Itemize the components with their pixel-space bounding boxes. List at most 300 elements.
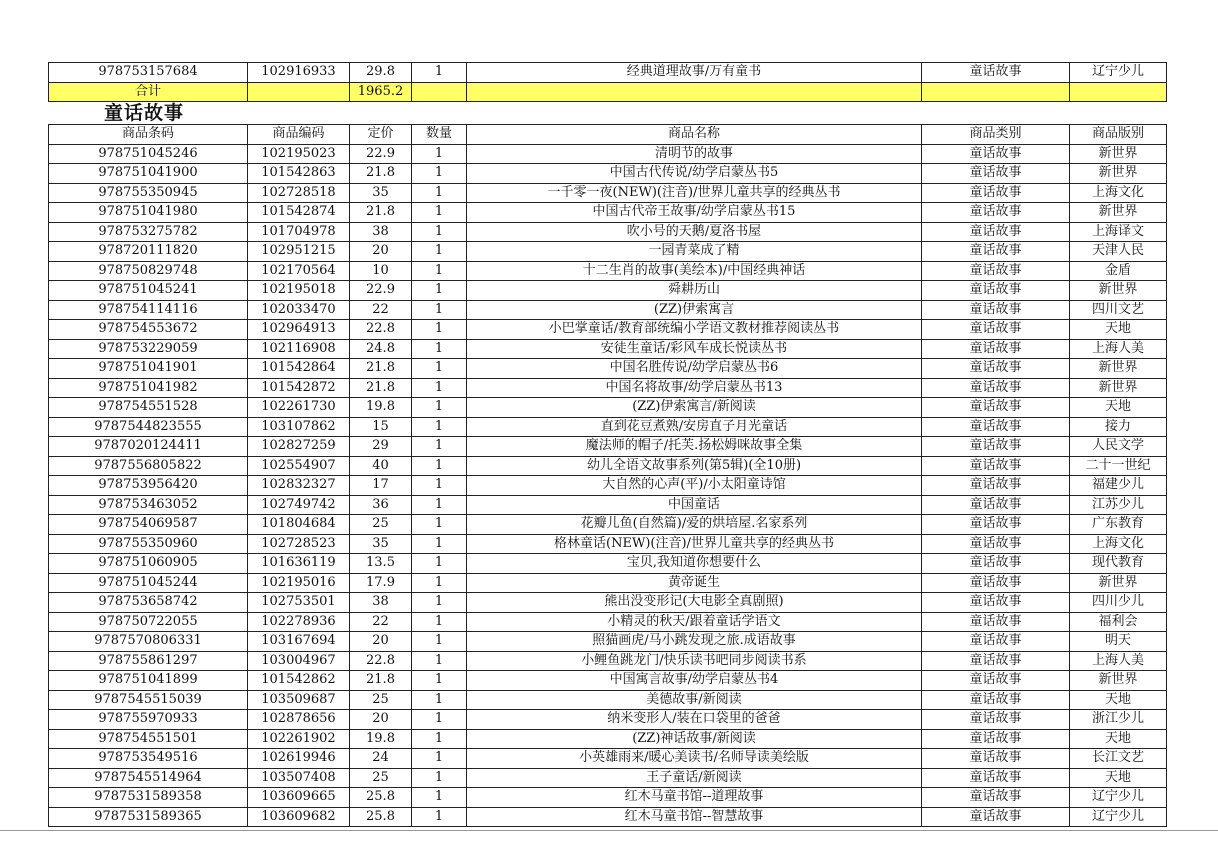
- table-row: [49, 768, 1167, 788]
- cell-qty: 1: [412, 359, 467, 379]
- cell-name: 清明节的故事: [467, 144, 922, 164]
- cell-qty: 1: [412, 632, 467, 652]
- table-row: [49, 203, 1167, 223]
- table-row: [49, 476, 1167, 496]
- cell-category: 童话故事: [922, 651, 1070, 671]
- cell-category: 童话故事: [922, 671, 1070, 691]
- cell-name: 小精灵的秋天/跟着童话学语文: [467, 612, 922, 632]
- cell-qty: 1: [412, 593, 467, 613]
- table-row: [49, 749, 1167, 769]
- cell-price: 24: [350, 749, 412, 769]
- cell-qty: 1: [412, 300, 467, 320]
- cell-edition: 上海文化: [1070, 183, 1167, 203]
- cell-name: 小巴掌童话/教育部统编小学语文教材推荐阅读丛书: [467, 320, 922, 340]
- cell-barcode: 978753157684: [49, 63, 248, 83]
- cell-barcode: 978753275782: [49, 222, 248, 242]
- table-row: [49, 729, 1167, 749]
- cell-edition: 天地: [1070, 690, 1167, 710]
- cell-qty: 1: [412, 320, 467, 340]
- table-row: [49, 788, 1167, 808]
- table-row: [49, 515, 1167, 535]
- cell-code: 101542863: [248, 164, 350, 184]
- cell-qty: 1: [412, 495, 467, 515]
- cell-code: 103609665: [248, 788, 350, 808]
- table-row: [49, 671, 1167, 691]
- cell-edition: 上海文化: [1070, 534, 1167, 554]
- cell-barcode: 978754551528: [49, 398, 248, 418]
- total-label: 合计: [49, 82, 248, 102]
- cell-edition: 新世界: [1070, 359, 1167, 379]
- cell-barcode: 9787531589365: [49, 807, 248, 827]
- table-row: [49, 417, 1167, 437]
- cell-price: 22.8: [350, 320, 412, 340]
- cell-name: 中国寓言故事/幼学启蒙丛书4: [467, 671, 922, 691]
- cell-category: 童话故事: [922, 612, 1070, 632]
- cell-category: 童话故事: [922, 242, 1070, 262]
- cell-name: 中国童话: [467, 495, 922, 515]
- cell-category: 童话故事: [922, 144, 1070, 164]
- cell-code: 102116908: [248, 339, 350, 359]
- cell-code: 103509687: [248, 690, 350, 710]
- cell-code: 102195018: [248, 281, 350, 301]
- table-row: [49, 63, 1167, 83]
- table-row: [49, 164, 1167, 184]
- cell-barcode: 978754553672: [49, 320, 248, 340]
- cell-qty: 1: [412, 690, 467, 710]
- table-row: [49, 261, 1167, 281]
- cell-barcode: 9787020124411: [49, 437, 248, 457]
- table-row: [49, 398, 1167, 418]
- cell-barcode: 978751045241: [49, 281, 248, 301]
- cell-price: 24.8: [350, 339, 412, 359]
- cell-edition: 新世界: [1070, 671, 1167, 691]
- cell-code: 103004967: [248, 651, 350, 671]
- cell-name: 熊出没变形记(大电影全真剧照): [467, 593, 922, 613]
- cell-category: 童话故事: [922, 768, 1070, 788]
- cell-edition: 新世界: [1070, 378, 1167, 398]
- cell-barcode: 978753463052: [49, 495, 248, 515]
- cell-name: 宝贝,我知道你想要什么: [467, 554, 922, 574]
- cell-edition: 天地: [1070, 320, 1167, 340]
- cell-barcode: 978755350960: [49, 534, 248, 554]
- cell-price: 22.8: [350, 651, 412, 671]
- cell-barcode: 978751060905: [49, 554, 248, 574]
- cell-name: 大自然的心声(平)/小太阳童诗馆: [467, 476, 922, 496]
- cell-edition: 天地: [1070, 768, 1167, 788]
- cell-barcode: 978751041980: [49, 203, 248, 223]
- cell-name: 中国名胜传说/幼学启蒙丛书6: [467, 359, 922, 379]
- cell-code: 102261730: [248, 398, 350, 418]
- cell-name: 红木马童书馆--智慧故事: [467, 807, 922, 827]
- cell-code: 102278936: [248, 612, 350, 632]
- cell-barcode: 978751041899: [49, 671, 248, 691]
- header-category: 商品类别: [922, 125, 1070, 145]
- table-row: [49, 651, 1167, 671]
- table-row: [49, 690, 1167, 710]
- cell-category: 童话故事: [922, 261, 1070, 281]
- table-row: [49, 339, 1167, 359]
- cell-barcode: 9787531589358: [49, 788, 248, 808]
- cell-category: 童话故事: [922, 749, 1070, 769]
- cell-qty: 1: [412, 807, 467, 827]
- cell-code: 101542874: [248, 203, 350, 223]
- cell-qty: 1: [412, 222, 467, 242]
- cell-price: 29: [350, 437, 412, 457]
- cell-barcode: 978751041900: [49, 164, 248, 184]
- header-code: 商品编码: [248, 125, 350, 145]
- cell-name: 经典道理故事/万有童书: [467, 63, 922, 83]
- cell-price: 22.9: [350, 144, 412, 164]
- cell-name: (ZZ)神话故事/新阅读: [467, 729, 922, 749]
- cell-edition: 天地: [1070, 729, 1167, 749]
- table-row: [49, 242, 1167, 262]
- total-row: [49, 82, 1167, 102]
- cell-edition: 辽宁少儿: [1070, 807, 1167, 827]
- cell-code: 102728523: [248, 534, 350, 554]
- table-row: [49, 807, 1167, 827]
- document-page: [48, 62, 1166, 827]
- cell-barcode: 978754551501: [49, 729, 248, 749]
- table-row: [49, 222, 1167, 242]
- cell-category: 童话故事: [922, 515, 1070, 535]
- cell-edition: 现代教育: [1070, 554, 1167, 574]
- cell-price: 13.5: [350, 554, 412, 574]
- cell-qty: 1: [412, 573, 467, 593]
- cell-category: 童话故事: [922, 690, 1070, 710]
- cell-edition: 上海人美: [1070, 651, 1167, 671]
- table-row: [49, 183, 1167, 203]
- cell-edition: 人民文学: [1070, 437, 1167, 457]
- cell-name: (ZZ)伊索寓言: [467, 300, 922, 320]
- cell-qty: 1: [412, 788, 467, 808]
- cell-category: 童话故事: [922, 534, 1070, 554]
- cell-code: 102170564: [248, 261, 350, 281]
- table-row: [49, 593, 1167, 613]
- cell-price: 22.9: [350, 281, 412, 301]
- cell-code: 102195023: [248, 144, 350, 164]
- cell-price: 22: [350, 612, 412, 632]
- cell-edition: 接力: [1070, 417, 1167, 437]
- cell-category: 童话故事: [922, 222, 1070, 242]
- cell-code: 102195016: [248, 573, 350, 593]
- cell-qty: 1: [412, 515, 467, 535]
- header-qty: 数量: [412, 125, 467, 145]
- cell-category: 童话故事: [922, 417, 1070, 437]
- cell-price: 20: [350, 242, 412, 262]
- cell-barcode: 9787556805822: [49, 456, 248, 476]
- cell-code: 101704978: [248, 222, 350, 242]
- cell-category: 童话故事: [922, 63, 1070, 83]
- cell-barcode: 978750829748: [49, 261, 248, 281]
- cell-price: 17.9: [350, 573, 412, 593]
- table-row: [49, 144, 1167, 164]
- cell-price: 19.8: [350, 398, 412, 418]
- cell-name: 美德故事/新阅读: [467, 690, 922, 710]
- cell-edition: 天津人民: [1070, 242, 1167, 262]
- cell-price: 25: [350, 515, 412, 535]
- cell-edition: 新世界: [1070, 281, 1167, 301]
- cell-edition: 金盾: [1070, 261, 1167, 281]
- cell-edition: 上海人美: [1070, 339, 1167, 359]
- cell-category: 童话故事: [922, 456, 1070, 476]
- cell-category: 童话故事: [922, 339, 1070, 359]
- cell-name: 格林童话(NEW)(注音)/世界儿童共享的经典丛书: [467, 534, 922, 554]
- header-barcode: 商品条码: [49, 125, 248, 145]
- cell-price: 19.8: [350, 729, 412, 749]
- cell-price: 22: [350, 300, 412, 320]
- cell-barcode: 978750722055: [49, 612, 248, 632]
- cell-category: 童话故事: [922, 573, 1070, 593]
- cell-price: 15: [350, 417, 412, 437]
- cell-barcode: 9787544823555: [49, 417, 248, 437]
- table-row: [49, 632, 1167, 652]
- cell-category: 童话故事: [922, 359, 1070, 379]
- cell-price: 21.8: [350, 671, 412, 691]
- header-row: [49, 125, 1167, 145]
- cell-edition: 辽宁少儿: [1070, 788, 1167, 808]
- table-row: [49, 378, 1167, 398]
- cell-price: 21.8: [350, 378, 412, 398]
- cell-barcode: 978753956420: [49, 476, 248, 496]
- cell-qty: 1: [412, 710, 467, 730]
- cell-edition: 长江文艺: [1070, 749, 1167, 769]
- cell-category: 童话故事: [922, 632, 1070, 652]
- cell-category: 童话故事: [922, 437, 1070, 457]
- cell-barcode: 978753229059: [49, 339, 248, 359]
- cell-qty: 1: [412, 534, 467, 554]
- cell-name: 红木马童书馆--道理故事: [467, 788, 922, 808]
- table-row: [49, 359, 1167, 379]
- cell-qty: 1: [412, 671, 467, 691]
- cell-qty: 1: [412, 417, 467, 437]
- cell-name: 吹小号的天鹅/夏洛书屋: [467, 222, 922, 242]
- cell-price: 17: [350, 476, 412, 496]
- cell-code: 102033470: [248, 300, 350, 320]
- cell-name: 一千零一夜(NEW)(注音)/世界儿童共享的经典丛书: [467, 183, 922, 203]
- cell-qty: 1: [412, 203, 467, 223]
- cell-category: 童话故事: [922, 476, 1070, 496]
- cell-price: 25: [350, 768, 412, 788]
- cell-code: 102832327: [248, 476, 350, 496]
- table-row: [49, 320, 1167, 340]
- cell-barcode: 978751041982: [49, 378, 248, 398]
- cell-qty: 1: [412, 554, 467, 574]
- cell-edition: 上海译文: [1070, 222, 1167, 242]
- cell-code: 103609682: [248, 807, 350, 827]
- table-row: [49, 573, 1167, 593]
- cell-barcode: 978753549516: [49, 749, 248, 769]
- cell-category: 童话故事: [922, 320, 1070, 340]
- cell-name: 小鲤鱼跳龙门/快乐读书吧同步阅读书系: [467, 651, 922, 671]
- cell-category: 童话故事: [922, 788, 1070, 808]
- cell-name: 小英雄雨来/暖心美读书/名师导读美绘版: [467, 749, 922, 769]
- cell-code: 101542872: [248, 378, 350, 398]
- cell-price: 25: [350, 690, 412, 710]
- cell-name: 直到花豆煮熟/安房直子月光童话: [467, 417, 922, 437]
- cell-qty: 1: [412, 339, 467, 359]
- cell-qty: 1: [412, 612, 467, 632]
- cell-barcode: 978754114116: [49, 300, 248, 320]
- cell-barcode: 978720111820: [49, 242, 248, 262]
- cell-name: 中国古代帝王故事/幼学启蒙丛书15: [467, 203, 922, 223]
- table-row: [49, 710, 1167, 730]
- cell-category: 童话故事: [922, 281, 1070, 301]
- cell-code: 103167694: [248, 632, 350, 652]
- header-price: 定价: [350, 125, 412, 145]
- cell-code: 102554907: [248, 456, 350, 476]
- table-row: [49, 495, 1167, 515]
- cell-name: 安徒生童话/彩风车成长悦读丛书: [467, 339, 922, 359]
- table-row: [49, 437, 1167, 457]
- cell-price: 21.8: [350, 359, 412, 379]
- cell-name: 纳米变形人/装在口袋里的爸爸: [467, 710, 922, 730]
- book-table: [48, 124, 1167, 827]
- cell-price: 38: [350, 593, 412, 613]
- cell-price: 20: [350, 632, 412, 652]
- cell-code: 102878656: [248, 710, 350, 730]
- cell-name: 中国古代传说/幼学启蒙丛书5: [467, 164, 922, 184]
- cell-name: 一园青菜成了精: [467, 242, 922, 262]
- bottom-rule: [0, 830, 1218, 831]
- cell-barcode: 978755970933: [49, 710, 248, 730]
- cell-edition: 新世界: [1070, 203, 1167, 223]
- cell-edition: 辽宁少儿: [1070, 63, 1167, 83]
- cell-qty: 1: [412, 261, 467, 281]
- cell-category: 童话故事: [922, 164, 1070, 184]
- cell-category: 童话故事: [922, 203, 1070, 223]
- cell-price: 20: [350, 710, 412, 730]
- cell-qty: 1: [412, 63, 467, 83]
- cell-code: 102261902: [248, 729, 350, 749]
- cell-qty: 1: [412, 749, 467, 769]
- cell-edition: 广东教育: [1070, 515, 1167, 535]
- cell-barcode: 9787570806331: [49, 632, 248, 652]
- cell-category: 童话故事: [922, 495, 1070, 515]
- cell-qty: 1: [412, 242, 467, 262]
- cell-code: 102916933: [248, 63, 350, 83]
- cell-code: 102619946: [248, 749, 350, 769]
- cell-price: 10: [350, 261, 412, 281]
- cell-edition: 四川文艺: [1070, 300, 1167, 320]
- cell-name: 中国名将故事/幼学启蒙丛书13: [467, 378, 922, 398]
- cell-name: 花瓣儿鱼(自然篇)/爱的烘培屋.名家系列: [467, 515, 922, 535]
- cell-qty: 1: [412, 281, 467, 301]
- cell-barcode: 978751045246: [49, 144, 248, 164]
- cell-qty: 1: [412, 768, 467, 788]
- table-row: [49, 300, 1167, 320]
- cell-qty: 1: [412, 437, 467, 457]
- header-name: 商品名称: [467, 125, 922, 145]
- cell-name: 照猫画虎/马小跳发现之旅.成语故事: [467, 632, 922, 652]
- cell-category: 童话故事: [922, 378, 1070, 398]
- cell-barcode: 978751041901: [49, 359, 248, 379]
- cell-barcode: 978755350945: [49, 183, 248, 203]
- cell-barcode: 9787545515039: [49, 690, 248, 710]
- cell-category: 童话故事: [922, 183, 1070, 203]
- cell-code: 103107862: [248, 417, 350, 437]
- cell-name: (ZZ)伊索寓言/新阅读: [467, 398, 922, 418]
- cell-qty: 1: [412, 183, 467, 203]
- cell-code: 102964913: [248, 320, 350, 340]
- cell-price: 40: [350, 456, 412, 476]
- cell-code: 102749742: [248, 495, 350, 515]
- cell-qty: 1: [412, 164, 467, 184]
- cell-barcode: 978755861297: [49, 651, 248, 671]
- cell-barcode: 978753658742: [49, 593, 248, 613]
- cell-edition: 江苏少儿: [1070, 495, 1167, 515]
- cell-code: 101804684: [248, 515, 350, 535]
- table-row: [49, 534, 1167, 554]
- cell-name: 黄帝诞生: [467, 573, 922, 593]
- table-row: [49, 554, 1167, 574]
- cell-code: 102728518: [248, 183, 350, 203]
- cell-qty: 1: [412, 651, 467, 671]
- cell-qty: 1: [412, 456, 467, 476]
- cell-edition: 天地: [1070, 398, 1167, 418]
- cell-name: 幼儿全语文故事系列(第5辑)(全10册): [467, 456, 922, 476]
- cell-price: 38: [350, 222, 412, 242]
- cell-code: 101636119: [248, 554, 350, 574]
- cell-category: 童话故事: [922, 554, 1070, 574]
- cell-price: 35: [350, 183, 412, 203]
- cell-price: 35: [350, 534, 412, 554]
- cell-barcode: 978754069587: [49, 515, 248, 535]
- cell-edition: 新世界: [1070, 144, 1167, 164]
- cell-price: 25.8: [350, 807, 412, 827]
- cell-edition: 福利会: [1070, 612, 1167, 632]
- cell-qty: 1: [412, 476, 467, 496]
- table-row: [49, 612, 1167, 632]
- cell-category: 童话故事: [922, 729, 1070, 749]
- cell-code: 101542864: [248, 359, 350, 379]
- section-title: 童话故事: [104, 102, 185, 124]
- cell-qty: 1: [412, 398, 467, 418]
- cell-edition: 浙江少儿: [1070, 710, 1167, 730]
- cell-name: 舜耕历山: [467, 281, 922, 301]
- cell-code: 102753501: [248, 593, 350, 613]
- cell-category: 童话故事: [922, 398, 1070, 418]
- cell-name: 十二生肖的故事(美绘本)/中国经典神话: [467, 261, 922, 281]
- cell-qty: 1: [412, 144, 467, 164]
- header-edition: 商品版别: [1070, 125, 1167, 145]
- cell-price: 36: [350, 495, 412, 515]
- cell-edition: 明天: [1070, 632, 1167, 652]
- cell-price: 29.8: [350, 63, 412, 83]
- cell-category: 童话故事: [922, 300, 1070, 320]
- cell-edition: 新世界: [1070, 164, 1167, 184]
- cell-qty: 1: [412, 729, 467, 749]
- cell-edition: 新世界: [1070, 573, 1167, 593]
- cell-qty: 1: [412, 378, 467, 398]
- cell-code: 101542862: [248, 671, 350, 691]
- cell-barcode: 978751045244: [49, 573, 248, 593]
- cell-name: 魔法师的帽子/托芙.扬松姆咪故事全集: [467, 437, 922, 457]
- cell-barcode: 9787545514964: [49, 768, 248, 788]
- cell-price: 25.8: [350, 788, 412, 808]
- cell-code: 102951215: [248, 242, 350, 262]
- total-price: 1965.2: [350, 82, 412, 102]
- cell-category: 童话故事: [922, 807, 1070, 827]
- top-table: [48, 62, 1167, 102]
- table-row: [49, 281, 1167, 301]
- cell-edition: 福建少儿: [1070, 476, 1167, 496]
- cell-category: 童话故事: [922, 710, 1070, 730]
- cell-code: 102827259: [248, 437, 350, 457]
- cell-price: 21.8: [350, 164, 412, 184]
- cell-category: 童话故事: [922, 593, 1070, 613]
- cell-edition: 四川少儿: [1070, 593, 1167, 613]
- cell-edition: 二十一世纪: [1070, 456, 1167, 476]
